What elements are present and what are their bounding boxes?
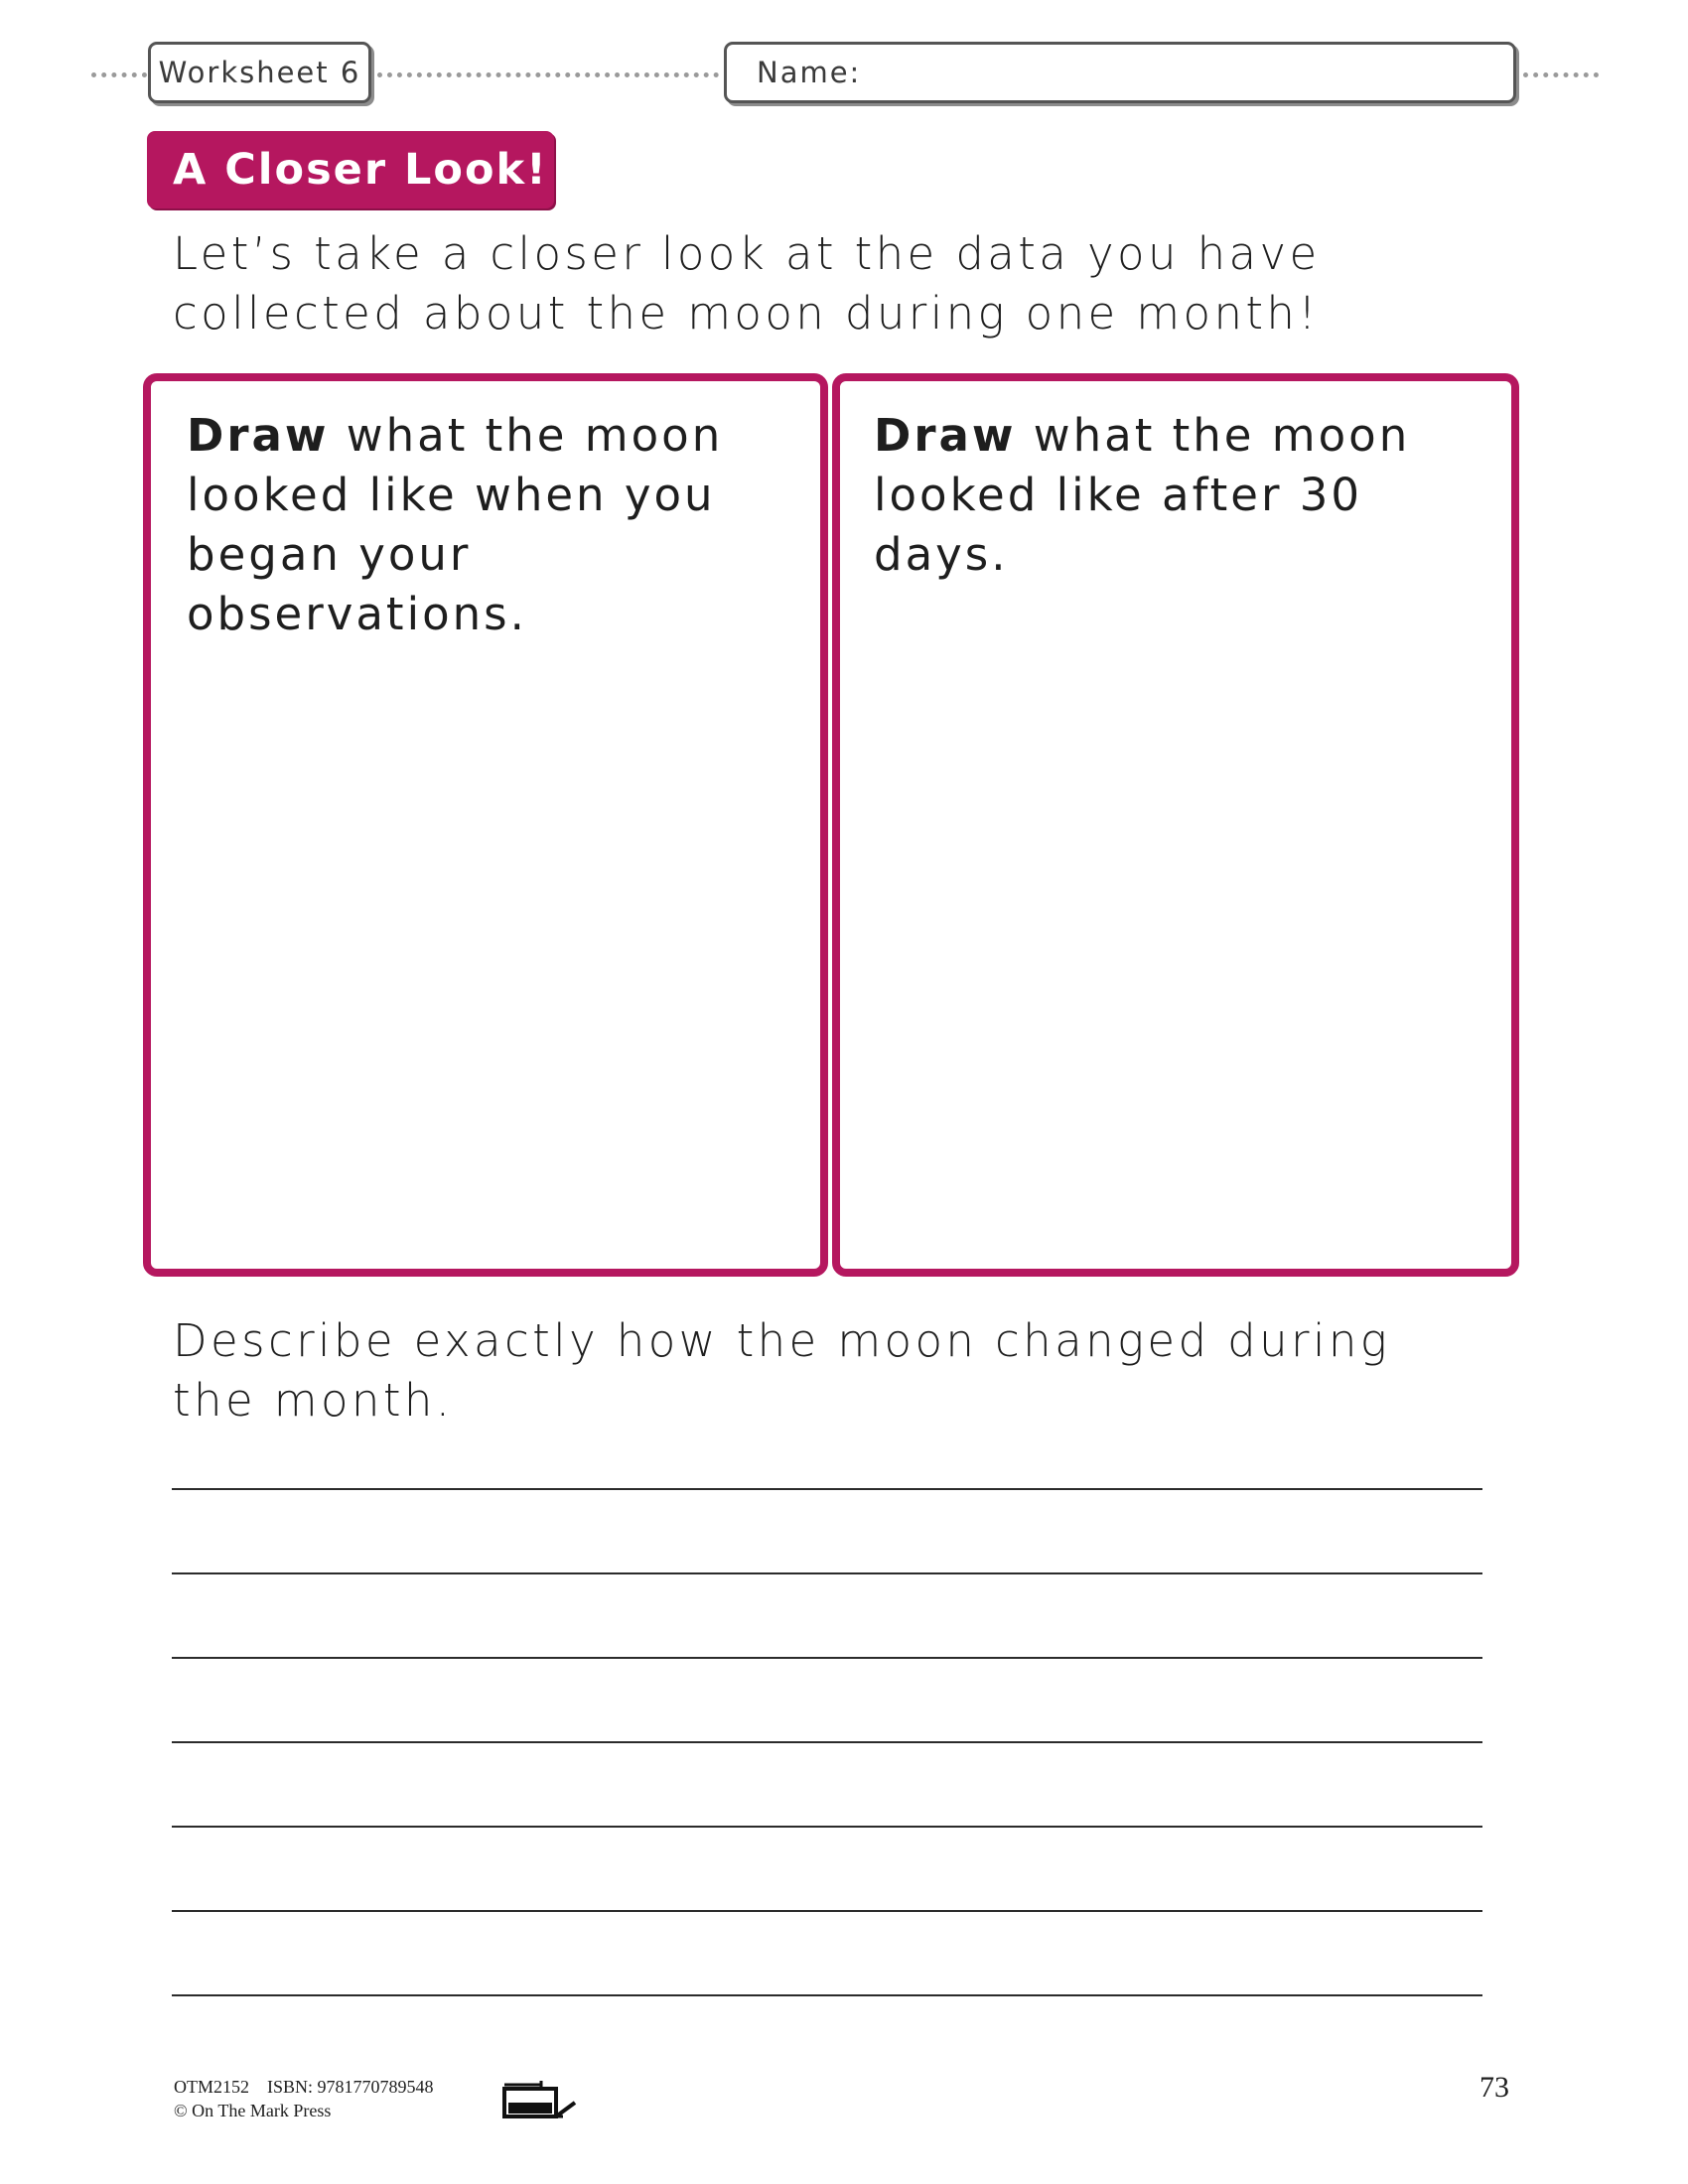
header-dotted-rule-right <box>1523 72 1599 77</box>
footer-code-isbn: OTM2152 ISBN: 9781770789548 <box>174 2077 434 2097</box>
writing-line[interactable] <box>172 1488 1482 1490</box>
drawing-prompt-start <box>187 406 782 644</box>
worksheet-label: Worksheet 6 <box>158 56 361 89</box>
drawing-prompt-30-days-bold: Draw <box>874 409 1017 462</box>
name-label: Name: <box>757 56 862 89</box>
drawing-prompt-start-bold: Draw <box>187 409 330 462</box>
header-dotted-rule-middle <box>377 72 719 77</box>
drawing-prompt-30-days <box>874 406 1470 585</box>
drawing-prompt-start-text: what the moon looked like when you began your observations. <box>187 409 724 640</box>
writing-line[interactable] <box>172 1994 1482 1996</box>
title-banner <box>147 131 554 208</box>
writing-line[interactable] <box>172 1910 1482 1912</box>
page-title: A Closer Look! <box>173 145 548 195</box>
worksheet-number-box <box>148 42 371 103</box>
header-dotted-rule-left <box>91 72 147 77</box>
writing-line[interactable] <box>172 1657 1482 1659</box>
writing-line[interactable] <box>172 1572 1482 1574</box>
footer-copyright: © On The Mark Press <box>174 2101 332 2120</box>
name-field[interactable] <box>724 42 1516 103</box>
intro-text: Let’s take a closer look at the data you have collected about the moon during one month! <box>173 227 1321 340</box>
page-number: 73 <box>1479 2071 1509 2104</box>
writing-line[interactable] <box>172 1826 1482 1828</box>
on-the-mark-press-logo-icon <box>501 2079 579 2120</box>
describe-prompt: Describe exactly how the moon changed during the month. <box>173 1314 1391 1427</box>
writing-line[interactable] <box>172 1741 1482 1743</box>
drawing-prompt-30-days-text: what the moon looked like after 30 days. <box>874 409 1411 581</box>
